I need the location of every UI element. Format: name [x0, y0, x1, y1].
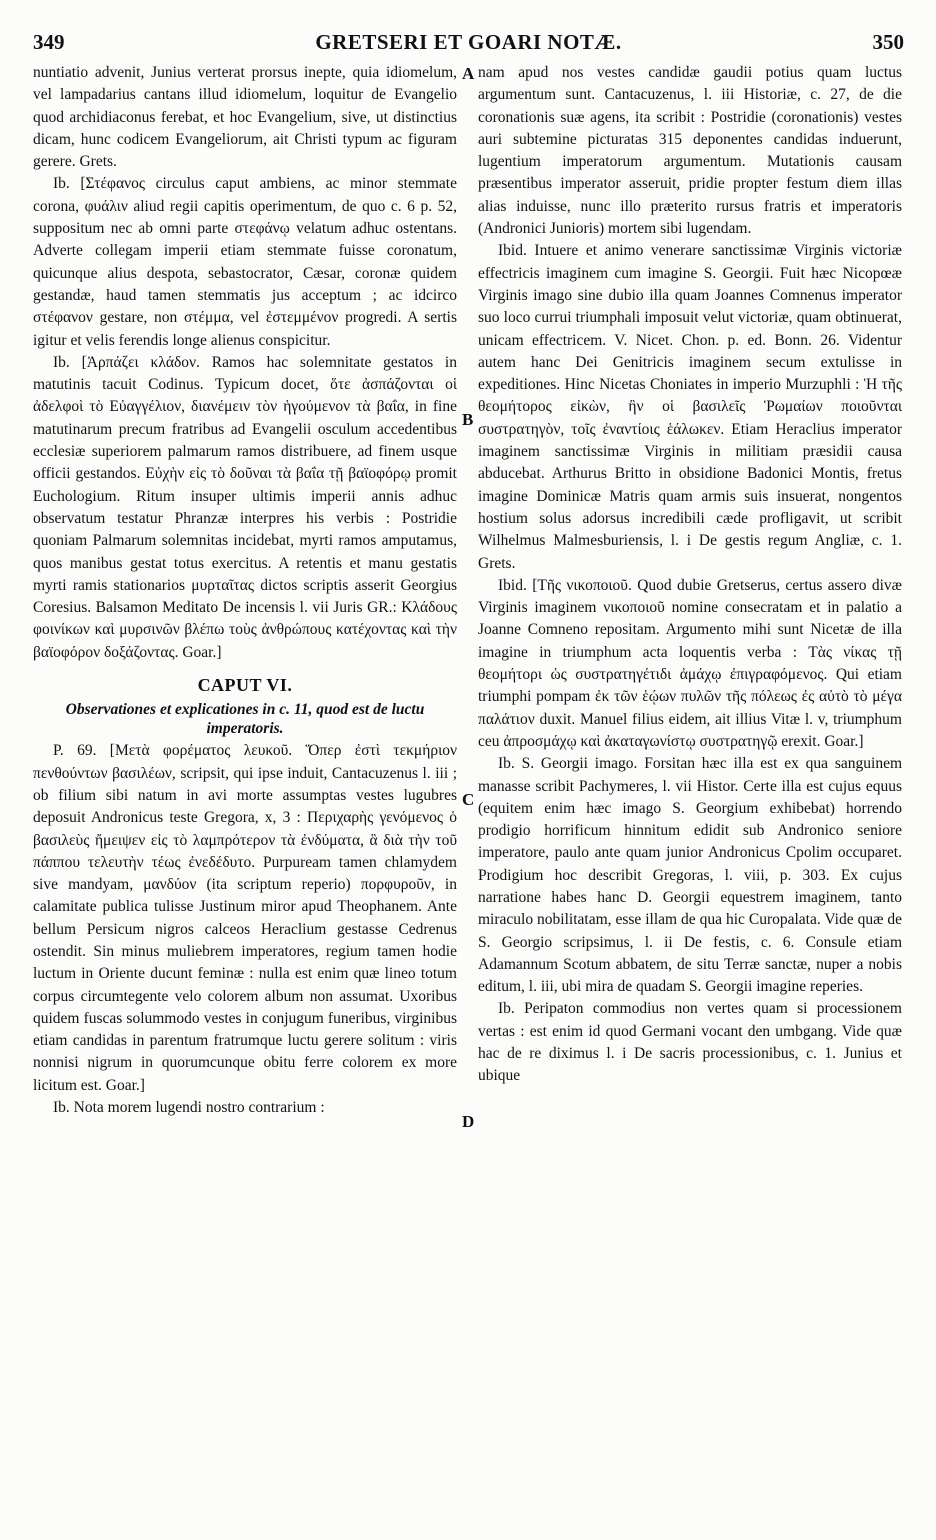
page-header [33, 30, 904, 60]
paragraph: Ib. Nota morem lugendi nostro contrarium : [53, 1099, 325, 1117]
running-title: GRETSERI ET GOARI NOTÆ. [315, 30, 622, 54]
page-number-right: 350 [872, 30, 904, 54]
chapter-subtitle: Observationes et explicationes in c. 11, quod est de luctu imperatoris. [65, 701, 425, 738]
margin-mark-b: B [462, 410, 474, 429]
paragraph: Ibid. [Τῆς νικοποιοῦ. Quod dubie Gretserus, certus assero divæ Virginis imaginem νικοποιοῦ nomine consecratam et in palatio a Joanne Comneno repositam. Argumento mihi sunt Nicetæ de illa imagine in triumphum acta loquentis verba : Τὰς νίκας τῇ θεομήτορι ὡς συστρατηγέτιδι ἀμάχῳ ἐπιγραφόμενος. Qui etiam triumphi pompam ἐκ τῶν ἑῴων πυλῶν τῆς πόλεως ἐς αὐτὸ τὸ μέγα παλάτιον duxit. Manuel filius eidem, ait illius Vitæ l. v, triumphum ceu ἀπροσμάχῳ καὶ ἀκαταγωνίστῳ συστρατηγῷ erexit. Goar.] [478, 576, 902, 750]
left-column [33, 62, 457, 1532]
chapter-heading: CAPUT VI. [197, 675, 293, 696]
paragraph: Ib. [Ἀρπάζει κλάδον. Ramos hac solemnitate gestatos in matutinis tacuit Codinus. Typicum docet, ὅτε ἀσπάζονται οἱ ἀδελφοὶ τὸ Εὐαγγέλιον, διανέμειν τὸν ἡγούμενον τὰ βαΐα, in fine matutinarum precum fratribus ad Evangelii osculum accedentibus ecclesiæ superiorem palmarum ramos distribuere, ad finem usque officii gestandos. Εὐχὴν εἰς τὸ δοῦναι τὰ βαΐα τῇ βαϊοφόρῳ promit Euchologium. Ritum insuper ultimis imperii annis adhuc observatum testatur Phranzæ interpres his verbis : Postridie quoniam Palmarum solemnitas incidebat, myrti ramos amputamus, quos manibus gestat totus exercitus. A retentis et manu gestatis myrti ramis stationarios μυρταῖτας dictos scriptis asserit Georgius Coresius. Balsamon Meditato De incensis l. vii Juris GR.: Κλάδους φοινίκων καὶ μυρσινῶν βλέπω τοὺς ἀνθρώπους κατέχοντας καὶ τὴν βαϊοφόρον δοξάζοντας. Goar.] [33, 353, 457, 661]
paragraph: Ibid. Intuere et animo venerare sanctissimæ Virginis victoriæ effectricis imaginem cum imagine S. Georgii. Fuit hæc Nicopœæ Virginis imago sine dubio illa quam Joannes Comnenus imperator suo loco currui triumphali imposuit velut victoriæ, quam obtinuerat, unicam effectricem. V. Nicet. Chon. p. ed. Bonn. 26. Videntur autem hanc Dei Genitricis imaginem secum extulisse in expeditiones. Hinc Nicetas Choniates in imperio Murzuphli : Ἡ τῆς θεομήτορος εἰκὼν, ἣν οἱ βασιλεῖς Ῥωμαίων ποιοῦνται συστρατηγὸν, τοῖς ἐναντίοις ἑάλωκεν. Etiam Heraclius imperator imaginem sanctissimæ Virginis in militiam præsidii causa abducebat. Arthurus Britto in obsidione Badonici Montis, fretus imagine Dominicæ Matris quam armis suis insuerat, nongentos hostium solus adorsus incredibili cæde profligavit, ut scribit Wilhelmus Malmesburiensis, l. i De gestis regum Angliæ, c. 1. Grets. [478, 242, 902, 572]
paragraph: nam apud nos vestes candidæ gaudii potius quam luctus argumentum sunt. Cantacuzenus, l. iii Historiæ, c. 27, de die coronationis suæ agens, ita scribit : Postridie (coronationis) vestes auri subtemine picturatas 315 deponentes candidas induerunt, lugentium imperatorum argumentum. Mutationis causam præsentibus imperator asseruit, pridie propter festum diem illas alias induisse, nunc illo præterito rursus fratris et imperatoris (Andronici Junioris) mortem sibi lugendam. [478, 64, 902, 238]
margin-mark-d: D [462, 1112, 475, 1131]
paragraph: Ib. Peripaton commodius non vertes quam si processionem vertas : est enim id quod Germani vocant den umbgang. Vide quæ hac de re diximus l. i De sacris processionibus, c. 1. Junius et ubique [478, 1000, 902, 1085]
page-number-left: 349 [33, 30, 65, 54]
paragraph: P. 69. [Μετὰ φορέματος λευκοῦ. Ὅπερ ἐστὶ τεκμήριον πενθούντων βασιλέων, scripsit, qui ipse induit, Cantacuzenus l. iii ; ob filium sibi natum in avi morte assumptas vestes lugubres deposuit Andronicus teste Gregora, x, 3 : Περιχαρὴς γενόμενος ὁ βασιλεὺς ἤμειψεν εἰς τὸ λαμπρότερον τὰ ἐνδύματα, ἃ διὰ τὴν τοῦ πάππου τελευτὴν τέως ἐνεδέδυτο. Purpuream tamen chlamydem sive mandyam, μανδύον (ita scriptum reperio) πορφυροῦν, in calamitate publica tulisse Justinum miror apud Theophanem. Ante bellum Persicum nigros calceos Heraclium gestasse Cedrenus ostendit. Sin minus muliebrem imperatores, regium tamen hodie luctum in Oriente ducunt feminæ : nulla est enim quæ lineo totum corpus circumtegente velo colorem album non assumat. Uxoribus quidem fuscas solummodo vestes in conjugum funeribus, virginibus etiam candidas in parentum fratrumque luctu gerere solitum : viris nonnisi nigrum in quorumcunque obitu ferre colorem ex more licitum est. Goar.] [33, 742, 457, 1094]
margin-mark-c: C [462, 790, 475, 809]
right-column [478, 62, 902, 1532]
paragraph: Ib. [Στέφανος circulus caput ambiens, ac minor stemmate corona, φυάλιν aliud regii capitis operimentum, de quo c. 6 p. 52, suppositum nec ab omni parte στεφάνῳ velatum adhuc ostentans. Adverte collegam imperii etiam stemmate fuisse coronatum, quicunque alius despota, sebastocrator, Cæsar, coronæ quidem gestandæ, haud tamen stemmatis jus acceptum ; ac idcirco στέφανον gestare, non στέμμα, vel ἐστεμμένον progredi. A sertis igitur et velis ferendis longe alienus conspicitur. [33, 175, 457, 349]
paragraph: Ib. S. Georgii imago. Forsitan hæc illa est ex qua sanguinem manasse scribit Pachymeres, l. vii Histor. Certe illa est cujus equus (equitem enim hæc imago S. Georgium exhibebat) horrendo prodigio horrificum hinnitum edidit sub Andronico seniore imperatore, paulo ante quam junior Andronicus Cpolim occuparet. Prodigium hoc describit Gregoras, l. viii, p. 303. Ex cujus narratione habes hanc D. Georgii equestrem imaginem, tanto miraculo nobilitatam, esse illam de qua hic Curopalata. Vide quæ de S. Georgio scripsimus, l. ii De festis, c. 6. Consule etiam Adamannum Scotum abbatem, de situ Terræ sanctæ, nuper a nobis editum, l. iii, ubi mira de quadam S. Georgii imagine reperies. [478, 755, 902, 996]
margin-mark-a: A [462, 64, 475, 83]
paragraph: nuntiatio advenit, Junius verterat prorsus inepte, quia idiomelum, vel lampadarius cantans illud idiomelum, loquitur de Evangelio quod archidiaconus ferebat, et hoc Evangelium, sive, ut distinctius dicam, hunc codicem Evangeliorum, ait Christi typum ac figuram gerere. Grets. [33, 64, 457, 171]
